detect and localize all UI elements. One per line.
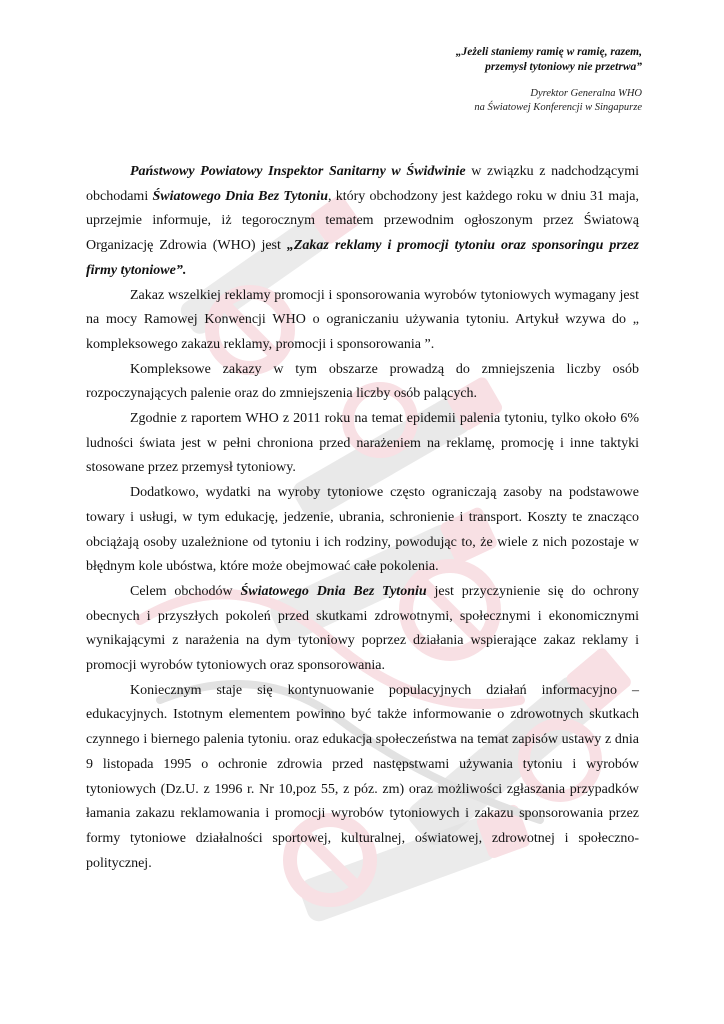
event-name: Światowego Dnia Bez Tytoniu (152, 188, 328, 204)
paragraph-6-text-a: Celem obchodów (130, 583, 241, 599)
quote-attribution-line-2: na Światowej Konferencji w Singapurze (474, 102, 642, 113)
paragraph-2: Zakaz wszelkiej reklamy promocji i sponsorowania wyrobów tytoniowych wymagany jest na mocy Ramowej Konwencji WHO o ograniczaniu używania tytoniu. Artykuł wzywa do „ kompleksowego zakazu reklamy, promocji i sponsorowania ”. (86, 287, 639, 352)
paragraph-4: Zgodnie z raportem WHO z 2011 roku na temat epidemii palenia tytoniu, tylko około 6% ludności świata jest w pełni chroniona przed narażeniem na reklamę, promocję i inne taktyki stosowane przez przemysł tytoniowy. (86, 411, 639, 476)
inspector-name: Państwowy Powiatowy Inspektor Sanitarny w Świdwinie (130, 164, 466, 179)
paragraph-6-text-b: jest przyczynienie się do ochrony obecnych i przyszłych pokoleń przed skutkami zdrowotnymi, społecznymi i ekonomicznymi wynikającymi z narażenia na dym tytoniowy poprzez działania wspierające zakaz reklamy i promocji wyrobów tytoniowych oraz sponsorowania. (86, 583, 639, 674)
quote-attribution-line-1: Dyrektor Generalna WHO (530, 88, 642, 99)
header-quote-block (456, 45, 642, 115)
paragraph-1 (86, 160, 639, 284)
paragraph-5: Dodatkowo, wydatki na wyroby tytoniowe często ograniczają zasoby na podstawowe towary i usługi, w tym edukację, jedzenie, ubrania, schronienie i transport. Koszty te znacząco obciążają osoby uzależnione od tytoniu i ich rodziny, powodując to, że wiele z nich pozostaje w błędnym kole ubóstwa, które może obejmować całe pokolenia. (86, 485, 639, 575)
who-quote-line-2: przemysł tytoniowy nie przetrwa” (485, 61, 642, 73)
paragraph-7: Koniecznym staje się kontynuowanie populacyjnych działań informacyjno – edukacyjnych. Istotnym elementem powinno być także informowanie o zdrowotnych skutkach czynnego i biernego palenia tytoniu. oraz edukacja społeczeństwa na temat zapisów ustawy z dnia 9 listopada 1995 o ochronie zdrowia przed następstwami używania tytoniu i wyrobów tytoniowych (Dz.U. z 1996 r. Nr 10,poz 55, z póz. zm) oraz możliwości zgłaszania przypadków łamania zakazu reklamowania i promocji wyrobów tytoniowych i zakazu sponsorowania przez formy tytoniowe działalności sportowej, kulturalnej, oświatowej, zdrowotnej i społeczno-politycznej. (86, 682, 639, 871)
who-quote-line-1: „Jeżeli staniemy ramię w ramię, razem, (455, 46, 642, 58)
paragraph-6 (86, 580, 639, 679)
paragraph-3: Kompleksowe zakazy w tym obszarze prowadzą do zmniejszenia liczby osób rozpoczynających palenie oraz do zmniejszenia liczby osób palących. (86, 361, 639, 402)
paragraph-1-text-b: , który obchodzony jest każdego roku w dniu 31 maja, uprzejmie informuje, iż tegorocznym tematem przewodnim ogłoszonym przez Światową Organizację Zdrowia (WHO) jest (86, 188, 639, 254)
paragraph-1-text-a: w związku z nadchodzącymi obchodami (86, 164, 639, 204)
document-body (86, 160, 639, 876)
event-name: Światowego Dnia Bez Tytoniu (240, 583, 427, 599)
campaign-theme: „Zakaz reklamy i promocji tytoniu oraz sponsoringu przez firmy tytoniowe”. (86, 238, 639, 278)
